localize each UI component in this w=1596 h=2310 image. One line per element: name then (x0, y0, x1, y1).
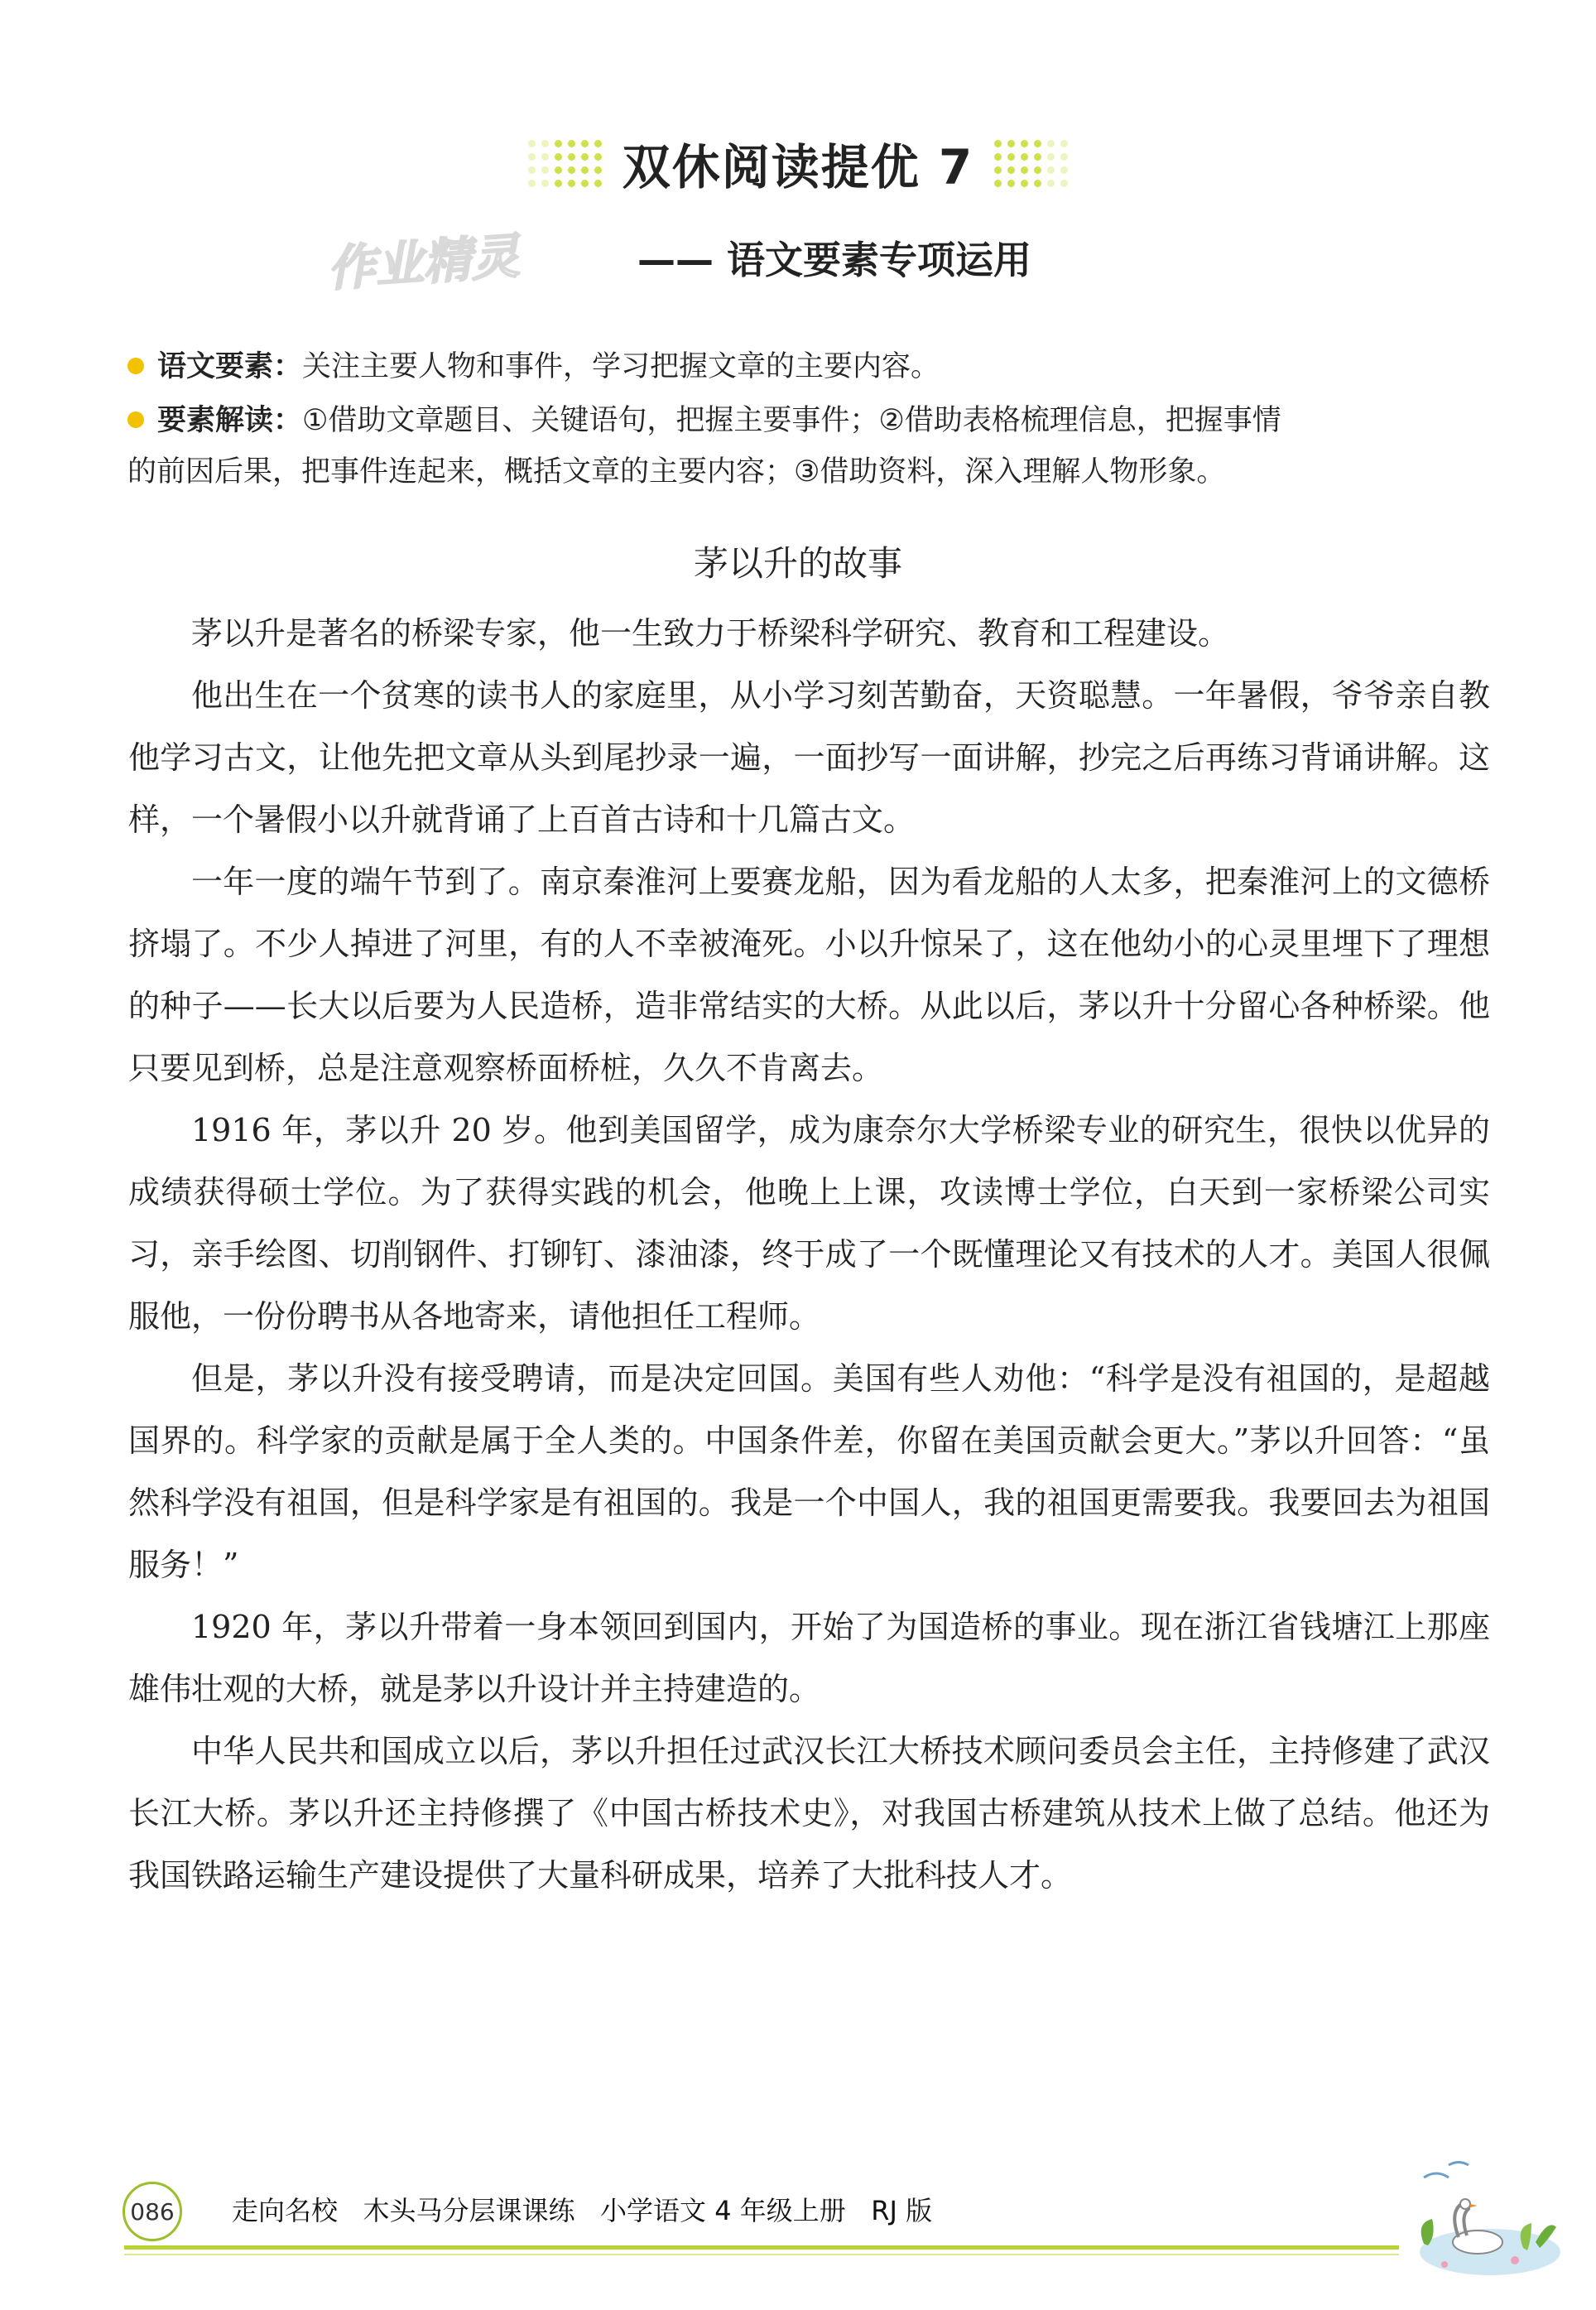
element-text: ①借助文章题目、关键语句，把握主要事件；②借助表格梳理信息，把握事情 (302, 404, 1281, 437)
element-text: 关注主要人物和事件，学习把握文章的主要内容。 (302, 350, 940, 383)
element-label: 语文要素： (157, 350, 303, 383)
article-body (128, 603, 1490, 1907)
bullet-icon (127, 358, 144, 374)
paragraph: 1920 年，茅以升带着一身本领回到国内，开始了为国造桥的事业。现在浙江省钱塘江上那座雄伟壮观的大桥，就是茅以升设计并主持建造的。 (128, 1609, 1490, 1707)
pond-swan-illustration-icon (1399, 2144, 1565, 2285)
page-title: 双休阅读提优 7 (622, 139, 974, 195)
decorative-dots-right (992, 137, 1070, 189)
paragraph: 但是，茅以升没有接受聘请，而是决定回国。美国有些人劝他：“科学是没有祖国的，是超越国界的。科学家的贡献是属于全人类的。中国条件差，你留在美国贡献会更大。”茅以升回答：“虽然科学没有祖国，但是科学家是有祖国的。我是一个中国人，我的祖国更需要我。我要回去为祖国服务！” (128, 1360, 1490, 1583)
watermark: 作业精灵 (325, 227, 522, 297)
article-title: 茅以升的故事 (693, 543, 902, 584)
paragraph: 1916 年，茅以升 20 岁。他到美国留学，成为康奈尔大学桥梁专业的研究生，很快以优异的成绩获得硕士学位。为了获得实践的机会，他晚上上课，攻读博士学位，白天到一家桥梁公司实习，亲手绘图、切削钢件、打铆钉、漆油漆，终于成了一个既懂理论又有技术的人才。美国人很佩服他，一份份聘书从各地寄来，请他担任工程师。 (128, 1112, 1490, 1335)
paragraph: 一年一度的端午节到了。南京秦淮河上要赛龙船，因为看龙船的人太多，把秦淮河上的文德桥挤塌了。不少人掉进了河里，有的人不幸被淹死。小以升惊呆了，这在他幼小的心灵里埋下了理想的种子——长大以后要为人民造桥，造非常结实的大桥。从此以后，茅以升十分留心各种桥梁。他只要见到桥，总是注意观察桥面桥桩，久久不肯离去。 (128, 864, 1490, 1086)
bullet-icon (127, 411, 144, 428)
element-label: 要素解读： (157, 404, 303, 437)
decorative-dots-left (526, 137, 604, 189)
page-number: 086 (123, 2182, 182, 2241)
paragraph: 中华人民共和国成立以后，茅以升担任过武汉长江大桥技术顾问委员会主任，主持修建了武汉长江大桥。茅以升还主持修撰了《中国古桥技术史》，对我国古桥建筑从技术上做了总结。他还为我国铁路运输生产建设提供了大量科研成果，培养了大批科技人才。 (128, 1733, 1490, 1894)
paragraph: 他出生在一个贫寒的读书人的家庭里，从小学习刻苦勤奋，天资聪慧。一年暑假，爷爷亲自教他学习古文，让他先把文章从头到尾抄录一遍，一面抄写一面讲解，抄完之后再练习背诵讲解。这样，一个暑假小以升就背诵了上百首古诗和十几篇古文。 (128, 677, 1490, 838)
title-row (0, 128, 1596, 198)
footer-divider (124, 2245, 1399, 2250)
element-interpretation-item (127, 395, 1498, 498)
paragraph: 茅以升是著名的桥梁专家，他一生致力于桥梁科学研究、教育和工程建设。 (191, 615, 1230, 652)
footer-text: 走向名校 木头马分层课课练 小学语文 4 年级上册 RJ 版 (232, 2195, 933, 2226)
language-element-item (157, 341, 1498, 392)
element-text-continued: 的前因后果，把事件连起来，概括文章的主要内容；③借助资料，深入理解人物形象。 (127, 455, 1226, 488)
footer-divider-thin (124, 2254, 1399, 2255)
page-subtitle: —— 语文要素专项运用 (637, 238, 1032, 282)
